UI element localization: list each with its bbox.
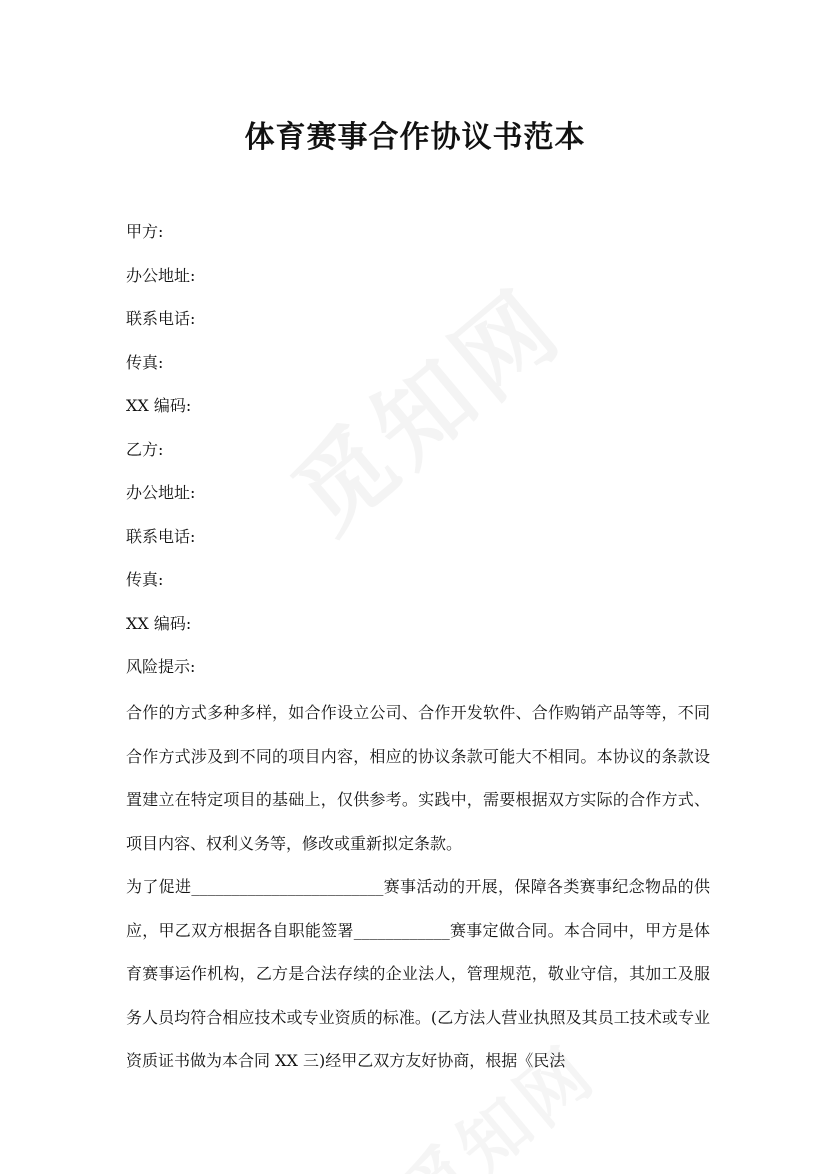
field-code-a: XX 编码: [126, 396, 192, 415]
field-risk-notice: 风险提示: [126, 657, 196, 676]
document-title: 体育赛事合作协议书范本 [244, 120, 586, 155]
field-phone-b: 联系电话: [126, 526, 196, 546]
field-office-address-b: 办公地址: [126, 483, 196, 502]
party-fields [126, 214, 716, 693]
risk-notice-paragraph: 合作的方式多种多样，如合作设立公司、合作开发软件、合作购销产品等等，不同合作方式涉及到不同的项目内容，相应的协议条款可能大不相同。本协议的条款设置建立在特定项目的基础上，仅供参考。实践中，需要根据双方实际的合作方式、项目内容、权利义务等，修改或重新拟定条款。 [126, 703, 710, 853]
field-party-b: 乙方: [126, 439, 164, 459]
field-phone-a: 联系电话: [126, 309, 196, 328]
preamble-paragraph: 为了促进________________________赛事活动的开展，保障各类赛事纪念物品的供应，甲乙双方根据各自职能签署____________赛事定做合同。本合同中，甲方是体育赛事运作机构，乙方是合法存续的企业法人，管理规范，敬业守信，其加工及服务人员均符合相应技术或专业资质的标准。(乙方法人营业执照及其员工技术或专业资质证书做为本合同 XX 三)经甲乙双方友好协商，根据《民法 [126, 877, 710, 1071]
field-code-b: XX 编码: [126, 613, 192, 633]
field-fax-b: 传真: [126, 570, 164, 589]
field-fax-a: 传真: [126, 352, 164, 372]
field-party-a: 甲方: [126, 222, 164, 241]
field-office-address-a: 办公地址: [126, 265, 196, 285]
